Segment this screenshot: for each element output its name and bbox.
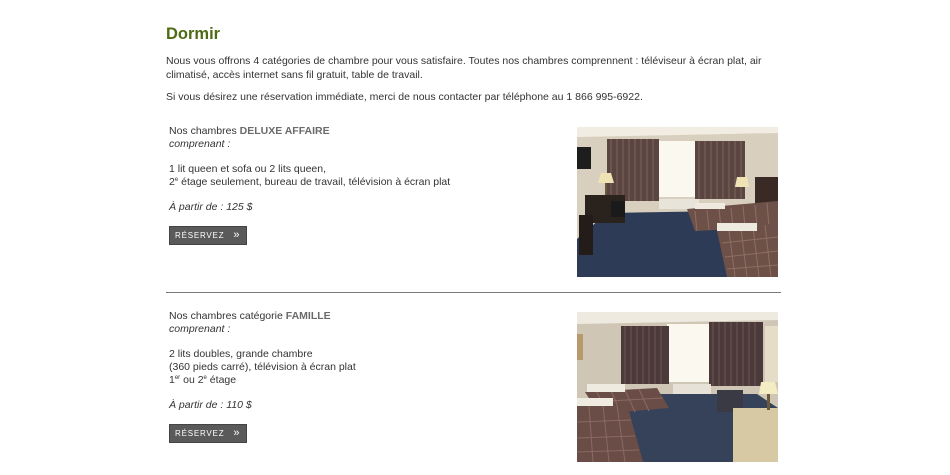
feature-text: étage seulement, bureau de travail, télévision à écran plat bbox=[178, 176, 451, 188]
feature-line: 1 lit queen et sofa ou 2 lits queen, bbox=[169, 163, 327, 175]
floor-ordinal: e bbox=[203, 375, 207, 381]
room-photo bbox=[577, 127, 778, 277]
room-title-prefix: Nos chambres bbox=[169, 125, 240, 137]
room-category-name: FAMILLE bbox=[285, 310, 331, 322]
feature-line bbox=[169, 176, 549, 189]
double-chevron-right-icon: » bbox=[233, 427, 240, 439]
feature-text: ou 2 bbox=[180, 374, 204, 386]
room-price: À partir de : 125 $ bbox=[169, 201, 253, 213]
room-price: À partir de : 110 $ bbox=[169, 399, 252, 411]
reserve-button-label: RÉSERVEZ bbox=[175, 429, 225, 438]
room-title-prefix: Nos chambres catégorie bbox=[169, 310, 286, 322]
page-title: Dormir bbox=[166, 25, 221, 43]
floor-ordinal: er bbox=[174, 375, 181, 381]
room-features bbox=[169, 348, 549, 387]
floor-number: 1 bbox=[169, 374, 175, 386]
reserve-button-label: RÉSERVEZ bbox=[175, 231, 225, 240]
room-features bbox=[169, 163, 549, 189]
feature-text: étage bbox=[206, 374, 237, 386]
reserve-button[interactable] bbox=[169, 424, 247, 443]
section-divider bbox=[166, 292, 781, 293]
reserve-button[interactable] bbox=[169, 226, 247, 245]
room-category-name: DELUXE AFFAIRE bbox=[239, 125, 330, 137]
room-title bbox=[169, 125, 549, 138]
room-title bbox=[169, 310, 549, 323]
room-subtitle: comprenant : bbox=[169, 138, 231, 150]
double-chevron-right-icon: » bbox=[233, 229, 240, 241]
room-description bbox=[169, 125, 549, 245]
room-subtitle: comprenant : bbox=[169, 323, 231, 335]
intro-paragraph: Nous vous offrons 4 catégories de chambre pour vous satisfaire. Toutes nos chambres comprennent : téléviseur à écran plat, air climatisé, accès internet sans fil gratuit, table de travail. bbox=[166, 55, 762, 81]
feature-line: (360 pieds carré), télévision à écran plat bbox=[169, 361, 356, 373]
contact-paragraph: Si vous désirez une réservation immédiate, merci de nous contacter par téléphone au 1 866 995-6922. bbox=[166, 91, 643, 103]
room-photo bbox=[577, 312, 778, 462]
floor-number: 2 bbox=[169, 176, 175, 188]
feature-line bbox=[169, 374, 549, 387]
feature-line: 2 lits doubles, grande chambre bbox=[169, 348, 313, 360]
floor-ordinal: e bbox=[174, 177, 179, 183]
room-description bbox=[169, 310, 549, 443]
